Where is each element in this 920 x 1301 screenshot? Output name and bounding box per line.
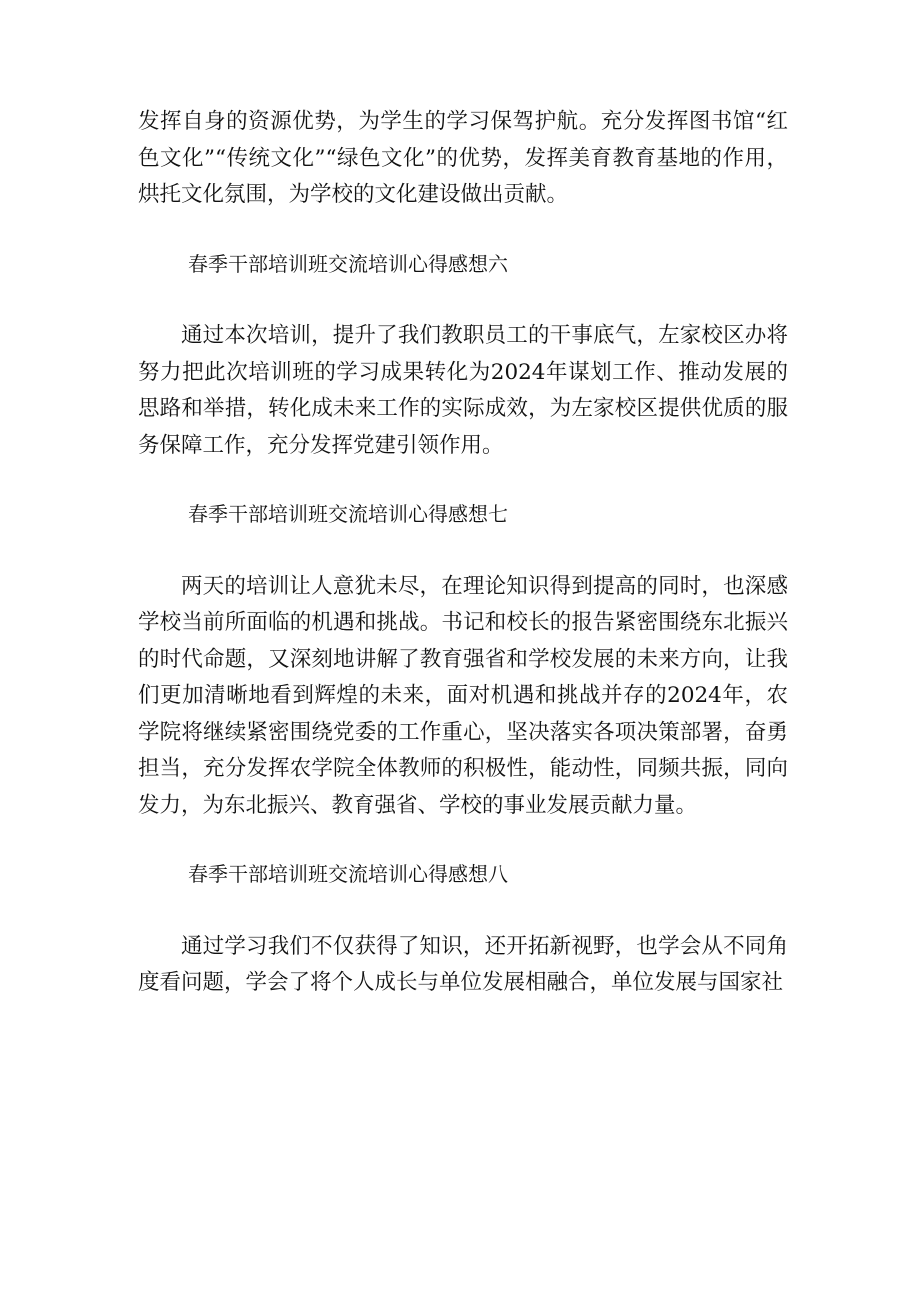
section-paragraph-7: 两天的培训让人意犹未尽，在理论知识得到提高的同时，也深感学校当前所面临的机遇和挑战。书记和校长的报告紧密围绕东北振兴的时代命题，又深刻地讲解了教育强省和学校发展的未来方向，让我们更加清晰地看到辉煌的未来，面对机遇和挑战并存的2024年，农学院将继续紧密围绕党委的工作重心，坚决落实各项决策部署，奋勇担当，充分发挥农学院全体教师的积极性，能动性，同频共振，同向发力，为东北振兴、教育强省、学校的事业发展贡献力量。	[138, 573, 788, 818]
section-heading-7: 春季干部培训班交流培训心得感想七	[188, 502, 508, 526]
continued-paragraph: 发挥自身的资源优势，为学生的学习保驾护航。充分发挥图书馆“红色文化”“传统文化”“绿色文化”的优势，发挥美育教育基地的作用，烘托文化氛围，为学校的文化建设做出贡献。	[138, 109, 788, 207]
section-heading-8: 春季干部培训班交流培训心得感想八	[188, 862, 508, 886]
section-paragraph-6: 通过本次培训，提升了我们教职员工的干事底气，左家校区办将努力把此次培训班的学习成果转化为2024年谋划工作、推动发展的思路和举措，转化成未来工作的实际成效，为左家校区提供优质的服务保障工作，充分发挥党建引领作用。	[138, 323, 788, 458]
document-body	[138, 104, 788, 1002]
section-heading-6: 春季干部培训班交流培训心得感想六	[188, 251, 508, 276]
section-paragraph-8: 通过学习我们不仅获得了知识，还开拓新视野，也学会从不同角度看问题，学会了将个人成长与单位发展相融合，单位发展与国家社	[138, 933, 788, 995]
